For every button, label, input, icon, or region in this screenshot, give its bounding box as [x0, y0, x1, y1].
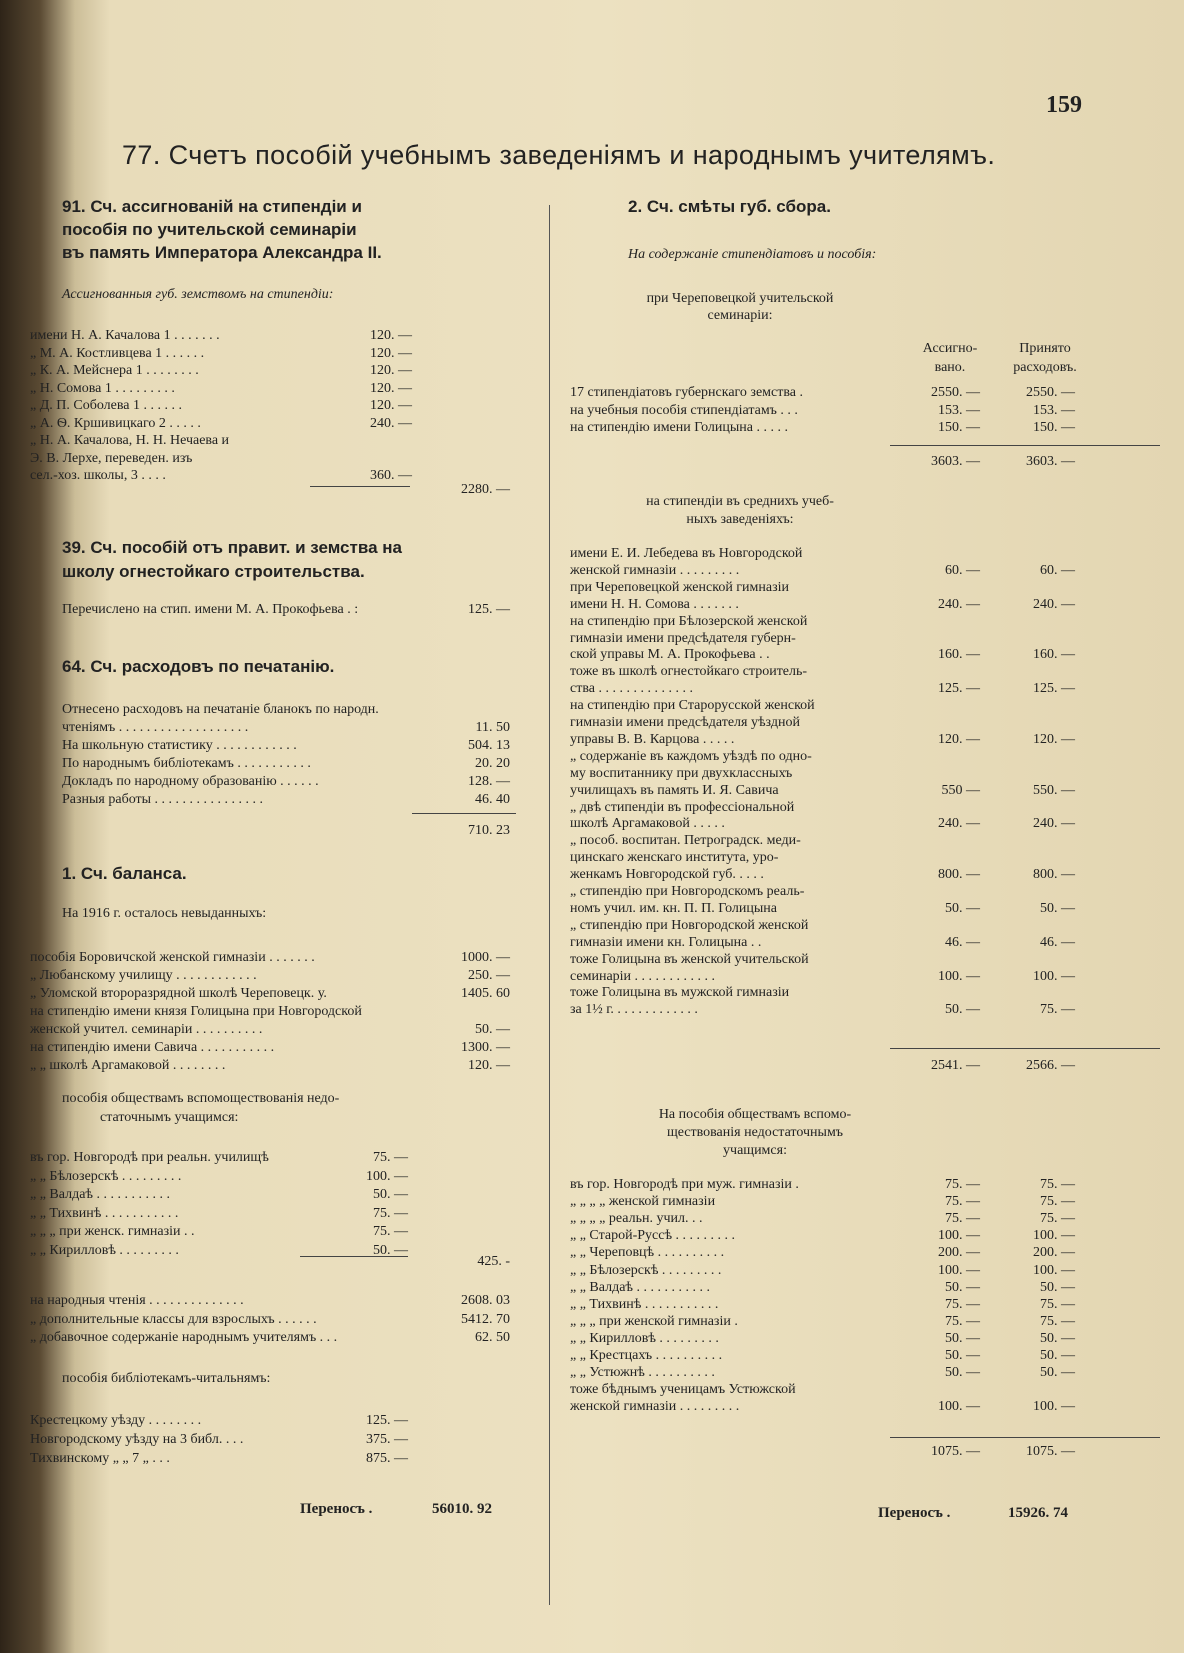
section-total: 2280. — — [461, 482, 510, 497]
table-row — [560, 815, 1170, 833]
row-label: женской гимназіи . . . . . . . . . — [570, 1399, 740, 1415]
item-value: 46. 40 — [475, 792, 510, 807]
table-row — [560, 832, 1170, 850]
subsection-intro: пособія обществамъ вспомоществованія недо- — [62, 1091, 340, 1106]
row-label: тоже бѣднымъ ученицамъ Устюжской — [570, 1382, 796, 1398]
item-value: 1405. 60 — [461, 986, 510, 1001]
row-label: школѣ Аргамаковой . . . . . — [570, 816, 725, 832]
row-label: на стипендію при Бѣлозерской женской — [570, 613, 808, 629]
table-row — [560, 748, 1170, 766]
section-intro: На содержаніе стипендіатовъ и пособія: — [628, 247, 877, 262]
page-number: 159 — [1046, 92, 1082, 118]
item-value: 62. 50 — [475, 1330, 510, 1345]
table-row — [560, 1313, 1170, 1331]
row-label: въ гор. Новгородѣ при муж. гимназіи . — [570, 1177, 799, 1192]
spent-value: 46. — — [1040, 934, 1075, 950]
list-item — [0, 327, 520, 345]
item-label: Э. В. Лерхе, переведен. изъ — [30, 450, 193, 466]
list-item — [0, 737, 520, 755]
section-intro: На 1916 г. осталось невыданныхъ: — [62, 906, 267, 921]
table-row — [560, 765, 1170, 783]
list-item — [0, 719, 520, 737]
spent-value: 60. — — [1040, 562, 1075, 578]
assigned-value: 50. — — [945, 900, 980, 916]
row-label: „ „ „ при женской гимназіи . — [570, 1313, 738, 1329]
table-row — [560, 883, 1170, 901]
spent-value: 50. — — [1040, 1279, 1075, 1295]
table-row — [560, 562, 1170, 580]
table-row — [560, 1193, 1170, 1211]
spent-value: 75. — — [1040, 1211, 1075, 1227]
row-label: тоже въ школѣ огнестойкаго строитель- — [570, 664, 808, 680]
list-item — [0, 949, 520, 967]
table-row — [560, 1176, 1170, 1194]
item-value: 128. — — [468, 774, 510, 789]
assigned-value: 75. — — [945, 1313, 980, 1329]
spent-value: 50. — — [1040, 900, 1075, 916]
row-label: 17 стипендіатовъ губернскаго земства . — [570, 385, 804, 400]
assigned-value: 240. — — [938, 816, 980, 832]
item-label: пособія Боровичской женской гимназіи . . . . . . . — [30, 950, 315, 965]
table-row — [560, 782, 1170, 800]
item-value: 125. — — [468, 602, 510, 617]
item-value: 120. — — [468, 1058, 510, 1073]
spent-value: 100. — — [1033, 1228, 1075, 1244]
row-label: „ стипендію при Новгородской женской — [570, 917, 809, 933]
item-value: 240. — — [370, 415, 412, 431]
table-row — [560, 1330, 1170, 1348]
table-row — [560, 384, 1170, 402]
row-label: гимназіи имени предсѣдателя губерн- — [570, 630, 796, 646]
row-label: ства . . . . . . . . . . . . . . — [570, 681, 693, 697]
assigned-value: 120. — — [938, 731, 980, 747]
list-item — [0, 1412, 520, 1430]
assigned-value: 160. — — [938, 647, 980, 663]
row-label: семинаріи . . . . . . . . . . . . — [570, 968, 716, 984]
list-item — [0, 1186, 520, 1204]
row-label: гимназіи имени предсѣдателя уѣздной — [570, 715, 800, 730]
list-item — [0, 380, 520, 398]
assigned-value: 100. — — [938, 1399, 980, 1415]
item-label: Перечислено на стип. имени М. А. Прокофьева . : — [62, 602, 359, 617]
section-heading: 2. Сч. смѣты губ. сбора. — [628, 197, 831, 216]
item-label: Новгородскому уѣзду на 3 библ. . . . — [30, 1432, 244, 1447]
table-row — [560, 680, 1170, 698]
list-item — [0, 1205, 520, 1223]
spent-value: 100. — — [1033, 968, 1075, 984]
item-value: 75. — — [373, 1150, 408, 1165]
table-row — [560, 934, 1170, 952]
item-label: „ „ Кирилловѣ . . . . . . . . . — [30, 1242, 179, 1258]
row-label: „ „ Тихвинѣ . . . . . . . . . . . — [570, 1296, 719, 1312]
item-label: По народнымъ библіотекамъ . . . . . . . . . . . — [62, 756, 311, 771]
section-heading: 1. Сч. баланса. — [62, 864, 187, 883]
row-label: цинскаго женскаго института, уро- — [570, 850, 779, 866]
row-label: ской управы М. А. Прокофьева . . — [570, 647, 770, 663]
table-row — [560, 900, 1170, 918]
item-value: 120. — — [370, 380, 412, 396]
item-label: имени Н. А. Качалова 1 . . . . . . . — [30, 328, 220, 343]
assigned-value: 75. — — [945, 1194, 980, 1210]
table-row — [560, 1381, 1170, 1399]
table-row — [560, 596, 1170, 614]
table-row — [560, 968, 1170, 986]
item-label: въ гор. Новгородѣ при реальн. училищѣ — [30, 1150, 269, 1165]
row-label: на учебныя пособія стипендіатамъ . . . — [570, 402, 798, 418]
list-item — [0, 755, 520, 773]
row-label: „ „ Крестцахъ . . . . . . . . . . — [570, 1348, 723, 1363]
item-value: 20. 20 — [475, 756, 510, 771]
spent-value: 75. — — [1040, 1002, 1075, 1018]
spent-value: 120. — — [1033, 731, 1075, 747]
spent-value: 160. — — [1033, 647, 1075, 663]
assigned-value: 153. — — [938, 402, 980, 418]
subsection-intro: на стипендіи въ среднихъ учеб- — [646, 494, 834, 509]
table-row — [560, 714, 1170, 732]
item-label: сел.-хоз. школы, 3 . . . . — [30, 468, 166, 483]
assigned-value: 100. — — [938, 968, 980, 984]
table-row — [560, 799, 1170, 817]
item-label: „ Д. П. Соболева 1 . . . . . . — [30, 398, 182, 413]
spent-value: 150. — — [1033, 420, 1075, 435]
item-label: „ К. А. Мейснера 1 . . . . . . . . — [30, 363, 199, 378]
list-item — [0, 1431, 520, 1449]
spent-value: 800. — — [1033, 867, 1075, 883]
assigned-value: 50. — — [945, 1365, 980, 1381]
item-value: 1300. — — [461, 1040, 510, 1055]
item-value: 120. — — [370, 328, 412, 343]
item-label: „ „ „ при женск. гимназіи . . — [30, 1224, 195, 1239]
item-label: „ Уломской второразрядной школѣ Череповецк. у. — [30, 986, 327, 1001]
section-intro: Ассигнованныя губ. земствомъ на стипендіи: — [62, 287, 334, 302]
assigned-value: 240. — — [938, 596, 980, 612]
spent-value: 153. — — [1033, 402, 1075, 418]
list-item — [0, 967, 520, 985]
list-item — [0, 1311, 520, 1329]
spent-value: 240. — — [1033, 596, 1075, 612]
item-label: „ „ Бѣлозерскѣ . . . . . . . . . — [30, 1168, 182, 1184]
table-row — [560, 545, 1170, 563]
item-label: „ „ Валдаѣ . . . . . . . . . . . — [30, 1187, 171, 1202]
item-label: Тихвинскому „ „ 7 „ . . . — [30, 1451, 170, 1466]
table-row — [560, 613, 1170, 631]
item-value: 5412. 70 — [461, 1311, 510, 1327]
item-value: 875. — — [366, 1451, 408, 1466]
subtotal-rule — [310, 486, 410, 487]
spent-value: 2550. — — [1026, 385, 1075, 400]
row-label: „ „ Устюжнѣ . . . . . . . . . . — [570, 1365, 715, 1381]
assigned-value: 100. — — [938, 1262, 980, 1278]
item-value: 1000. — — [461, 950, 510, 965]
list-item — [0, 362, 520, 380]
carry-forward-label: Переносъ . — [878, 1505, 951, 1521]
item-label: на стипендію имени князя Голицына при Новгородской — [30, 1004, 362, 1019]
table-row — [560, 1398, 1170, 1416]
item-label: Докладъ по народному образованію . . . . . . — [62, 774, 319, 789]
item-label: „ А. Ѳ. Кршивицкаго 2 . . . . . — [30, 415, 201, 431]
item-label: Разныя работы . . . . . . . . . . . . . . . . — [62, 792, 264, 807]
assigned-value: 50. — — [945, 1279, 980, 1295]
item-value: 120. — — [370, 345, 412, 361]
table-row — [560, 402, 1170, 420]
item-label: „ дополнительные классы для взрослыхъ . . . . . . — [30, 1311, 317, 1327]
column-header: вано. — [934, 360, 966, 375]
list-item — [0, 1223, 520, 1241]
subsection-intro: семинаріи: — [707, 308, 773, 323]
subsection-intro: пособія библіотекамъ-читальнямъ: — [62, 1371, 271, 1386]
table-row — [560, 731, 1170, 749]
total-spent: 1075. — — [1026, 1444, 1075, 1459]
row-label: „ „ Валдаѣ . . . . . . . . . . . — [570, 1279, 711, 1295]
table-row — [560, 1244, 1170, 1262]
item-value: 11. 50 — [475, 720, 510, 735]
assigned-value: 75. — — [945, 1177, 980, 1192]
item-value: 100. — — [366, 1168, 408, 1184]
carry-forward-value: 15926. 74 — [1008, 1505, 1068, 1521]
item-value: 75. — — [373, 1224, 408, 1239]
table-row — [560, 1347, 1170, 1365]
row-label: имени Е. И. Лебедева въ Новгородской — [570, 546, 803, 561]
column-divider — [549, 205, 550, 1605]
table-row — [560, 917, 1170, 935]
section-heading: 64. Сч. расходовъ по печатанію. — [62, 657, 335, 676]
list-item — [0, 1168, 520, 1186]
spent-value: 550. — — [1033, 782, 1075, 798]
row-label: „ „ Кирилловѣ . . . . . . . . . — [570, 1330, 719, 1346]
list-item — [0, 1057, 520, 1075]
subsection-intro: ныхъ заведеніяхъ: — [686, 512, 794, 527]
subtotal-rule — [890, 1048, 1160, 1049]
row-label: „ двѣ стипендіи въ профессіональной — [570, 799, 795, 815]
list-item — [0, 1329, 520, 1347]
spent-value: 50. — — [1040, 1330, 1075, 1346]
row-label: при Череповецкой женской гимназіи — [570, 579, 790, 595]
list-item — [0, 1003, 520, 1021]
table-row — [560, 866, 1170, 884]
column-header: Принято — [1019, 341, 1071, 356]
total-spent: 2566. — — [1026, 1058, 1075, 1073]
spent-value: 50. — — [1040, 1348, 1075, 1363]
list-item — [0, 701, 520, 719]
subsection-intro: На пособія обществамъ вспомо- — [658, 1107, 852, 1122]
item-value: 75. — — [373, 1205, 408, 1221]
item-label: „ Любанскому училищу . . . . . . . . . . . . — [30, 968, 257, 983]
item-label: „ Н. А. Качалова, Н. Н. Нечаева и — [30, 433, 230, 448]
list-item — [0, 791, 520, 809]
table-row — [560, 1364, 1170, 1382]
section-total: 710. 23 — [468, 823, 510, 838]
row-label: „ „ „ „ женской гимназіи — [570, 1194, 716, 1210]
item-label: на народныя чтенія . . . . . . . . . . . . . . — [30, 1293, 244, 1308]
item-value: 120. — — [370, 363, 412, 378]
row-label: „ „ Старой-Руссѣ . . . . . . . . . — [570, 1228, 736, 1244]
column-header: расходовъ. — [1013, 360, 1077, 375]
page-title: 77. Счетъ пособій учебнымъ заведеніямъ и народнымъ учителямъ. — [122, 140, 996, 170]
spent-value: 75. — — [1040, 1194, 1075, 1210]
list-item — [0, 1021, 520, 1039]
assigned-value: 75. — — [945, 1296, 980, 1312]
table-row — [560, 697, 1170, 715]
item-label: Отнесено расходовъ на печатаніе бланокъ по народн. — [62, 702, 379, 717]
row-label: „ „ Бѣлозерскѣ . . . . . . . . . — [570, 1262, 722, 1278]
row-label: училищахъ въ память И. Я. Савича — [570, 782, 779, 798]
list-item — [0, 1149, 520, 1167]
assigned-value: 75. — — [945, 1211, 980, 1227]
item-value: 2608. 03 — [461, 1293, 510, 1308]
assigned-value: 46. — — [945, 934, 980, 950]
carry-forward-label: Переносъ . — [300, 1501, 373, 1517]
assigned-value: 150. — — [938, 420, 980, 435]
carry-forward-value: 56010. 92 — [432, 1501, 492, 1517]
list-item — [0, 601, 520, 619]
row-label: управы В. В. Карцова . . . . . — [570, 731, 735, 747]
subtotal-rule — [300, 1256, 408, 1257]
assigned-value: 100. — — [938, 1228, 980, 1244]
table-row — [560, 419, 1170, 437]
row-label: „ содержаніе въ каждомъ уѣздѣ по одно- — [570, 748, 812, 764]
section-heading: 39. Сч. пособій отъ правит. и земства на — [62, 538, 402, 557]
spent-value: 50. — — [1040, 1365, 1075, 1381]
table-row — [560, 1227, 1170, 1245]
list-item — [0, 1450, 520, 1468]
section-heading: школу огнестойкаго строительства. — [62, 562, 365, 581]
spent-value: 100. — — [1033, 1262, 1075, 1278]
assigned-value: 550 — — [941, 782, 980, 798]
section-heading: 91. Сч. ассигнованій на стипендіи и — [62, 197, 362, 216]
assigned-value: 60. — — [945, 562, 980, 578]
row-label: на стипендію имени Голицына . . . . . — [570, 420, 789, 435]
item-value: 50. — — [373, 1187, 408, 1202]
assigned-value: 50. — — [945, 1330, 980, 1346]
spent-value: 240. — — [1033, 816, 1075, 832]
spent-value: 200. — — [1033, 1245, 1075, 1261]
item-label: на стипендію имени Савича . . . . . . . . . . . — [30, 1040, 275, 1055]
table-row — [560, 663, 1170, 681]
table-row — [560, 1001, 1170, 1019]
row-label: му воспитаннику при двухклассныхъ — [570, 765, 793, 781]
list-item — [0, 345, 520, 363]
spent-value: 75. — — [1040, 1177, 1075, 1192]
total-spent: 3603. — — [1026, 454, 1075, 469]
list-item — [0, 1292, 520, 1310]
row-label: женкамъ Новгородской губ. . . . . — [570, 867, 764, 883]
item-value: 125. — — [366, 1413, 408, 1428]
spent-value: 75. — — [1040, 1296, 1075, 1312]
section-heading: пособія по учительской семинаріи — [62, 220, 357, 239]
item-label: На школьную статистику . . . . . . . . . . . . — [62, 738, 297, 753]
spent-value: 125. — — [1033, 681, 1075, 697]
item-value: 50. — — [373, 1242, 408, 1258]
item-label: „ „ Тихвинѣ . . . . . . . . . . . — [30, 1205, 179, 1221]
table-row — [560, 1296, 1170, 1314]
table-row — [560, 984, 1170, 1002]
item-value: 360. — — [370, 468, 412, 483]
subtotal-rule — [412, 813, 516, 814]
table-row — [560, 630, 1170, 648]
list-item — [0, 397, 520, 415]
spent-value: 100. — — [1033, 1399, 1075, 1415]
item-value: 50. — — [475, 1022, 510, 1037]
row-label: женской гимназіи . . . . . . . . . — [570, 562, 740, 578]
subsection-intro: при Череповецкой учительской — [646, 291, 834, 306]
item-label: женской учител. семинаріи . . . . . . . . . . — [30, 1022, 263, 1037]
row-label: „ пособ. воспитан. Петроградск. меди- — [570, 833, 801, 849]
row-label: тоже Голицына въ женской учительской — [570, 951, 809, 967]
subtotal-rule — [890, 1437, 1160, 1438]
subsection-intro: учащимся: — [723, 1143, 787, 1158]
item-label: Крестецкому уѣзду . . . . . . . . — [30, 1413, 202, 1428]
total-assigned: 1075. — — [931, 1444, 980, 1459]
assigned-value: 125. — — [938, 681, 980, 697]
list-item — [0, 450, 520, 468]
table-row — [560, 646, 1170, 664]
row-label: номъ учил. им. кн. П. П. Голицына — [570, 900, 777, 916]
table-row — [560, 849, 1170, 867]
row-label: „ „ „ „ реальн. учил. . . — [570, 1211, 703, 1227]
spent-value: 75. — — [1040, 1313, 1075, 1329]
subtotal-rule — [890, 445, 1160, 446]
assigned-value: 2550. — — [931, 385, 980, 400]
subsection-intro: ществованія недостаточнымъ — [666, 1125, 844, 1140]
item-value: 504. 13 — [468, 738, 510, 753]
item-label: чтеніямъ . . . . . . . . . . . . . . . . . . . — [62, 720, 249, 735]
row-label: на стипендію при Старорусской женской — [570, 698, 815, 714]
total-assigned: 3603. — — [931, 454, 980, 469]
table-row — [560, 1262, 1170, 1280]
list-item — [0, 432, 520, 450]
item-value: 120. — — [370, 398, 412, 413]
item-value: 250. — — [468, 968, 510, 983]
item-label: „ Н. Сомова 1 . . . . . . . . . — [30, 380, 175, 396]
list-item — [0, 985, 520, 1003]
table-row — [560, 1279, 1170, 1297]
table-row — [560, 1210, 1170, 1228]
item-label: „ „ школѣ Аргамаковой . . . . . . . . — [30, 1058, 226, 1073]
item-value: 375. — — [366, 1432, 408, 1447]
row-label: „ стипендію при Новгородскомъ реаль- — [570, 884, 805, 899]
section-heading: въ память Императора Александра II. — [62, 243, 382, 262]
total-assigned: 2541. — — [931, 1058, 980, 1073]
assigned-value: 200. — — [938, 1245, 980, 1261]
table-row — [560, 951, 1170, 969]
column-header: Ассигно- — [922, 341, 978, 356]
list-item — [0, 1039, 520, 1057]
item-label: „ добавочное содержаніе народнымъ учителямъ . . . — [30, 1330, 338, 1345]
row-label: гимназіи имени кн. Голицына . . — [570, 934, 762, 950]
row-label: тоже Голицына въ мужской гимназіи — [570, 985, 790, 1001]
assigned-value: 50. — — [945, 1348, 980, 1363]
table-row — [560, 579, 1170, 597]
list-item — [0, 415, 520, 433]
section-total: 425. - — [477, 1254, 510, 1269]
item-label: „ М. А. Костливцева 1 . . . . . . — [30, 345, 205, 361]
row-label: „ „ Череповцѣ . . . . . . . . . . — [570, 1245, 725, 1261]
row-label: за 1½ г. . . . . . . . . . . . . — [570, 1002, 698, 1018]
assigned-value: 800. — — [938, 867, 980, 883]
subsection-intro: статочнымъ учащимся: — [100, 1110, 239, 1125]
assigned-value: 50. — — [945, 1002, 980, 1018]
row-label: имени Н. Н. Сомова . . . . . . . — [570, 596, 739, 612]
list-item — [0, 773, 520, 791]
